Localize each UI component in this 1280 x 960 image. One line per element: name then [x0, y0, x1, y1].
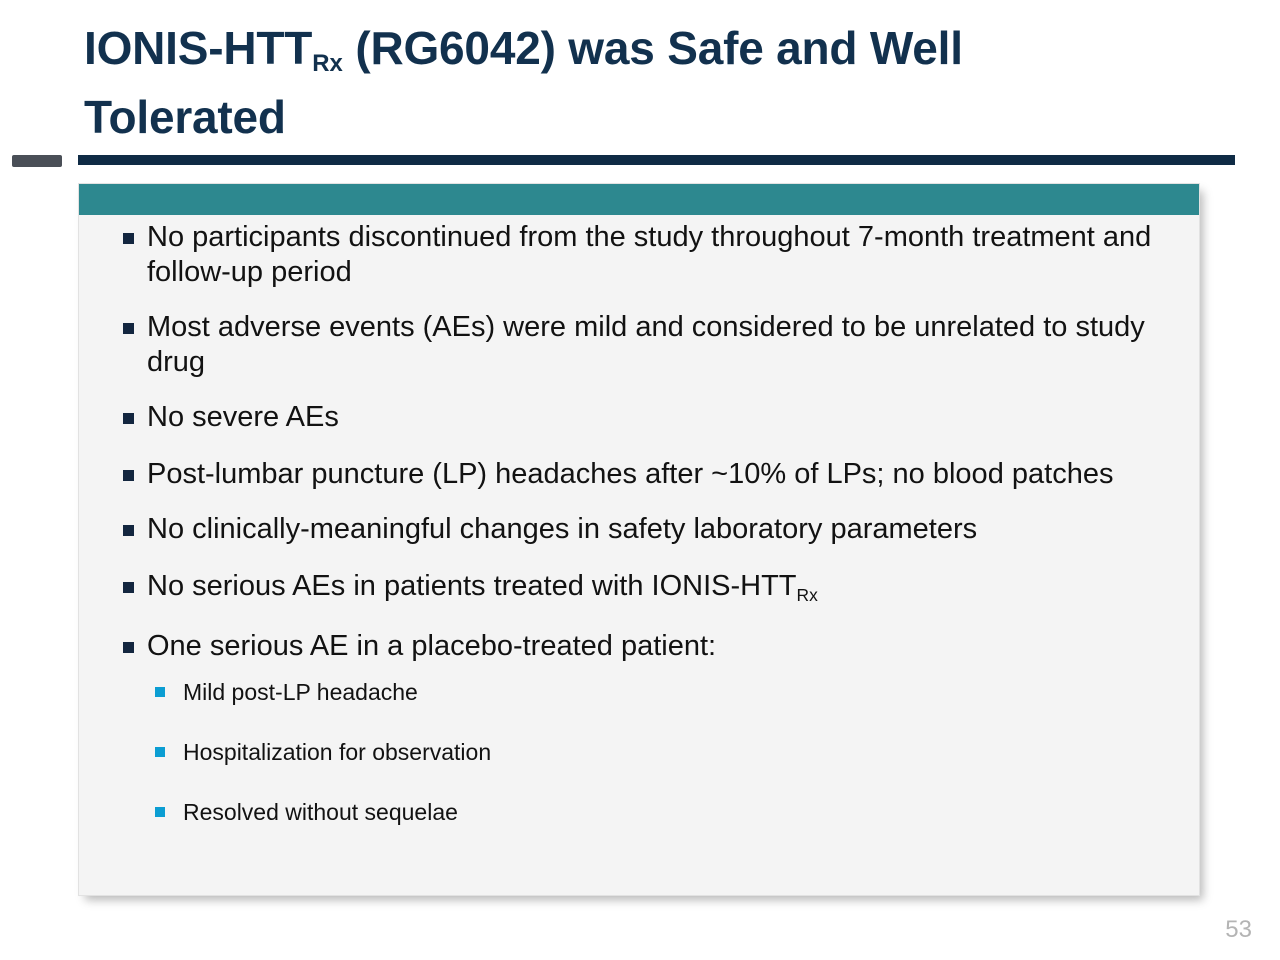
content-card: [78, 183, 1200, 896]
sub-list-item-text: Hospitalization for observation: [183, 739, 492, 765]
bullet-square-icon: [123, 642, 134, 653]
sub-list-item: [147, 678, 1179, 706]
sub-list-item: [147, 798, 1179, 826]
sub-list-item-text: Resolved without sequelae: [183, 799, 458, 825]
title-text-part1: IONIS-HTT: [84, 22, 313, 74]
list-item: [79, 629, 1199, 826]
bullet-list: [79, 220, 1199, 826]
list-item: [79, 512, 1199, 547]
bullet-square-icon: [123, 470, 134, 481]
list-item: [79, 569, 1199, 607]
title-subscript: Rx: [312, 50, 343, 78]
list-item: [79, 457, 1199, 492]
list-item-text: Most adverse events (AEs) were mild and considered to be unrelated to study drug: [147, 311, 1145, 378]
sub-bullet-list: [147, 678, 1179, 826]
bullet-square-icon: [123, 525, 134, 536]
bullet-square-icon: [123, 582, 134, 593]
list-item: [79, 310, 1199, 380]
page-number: 53: [1225, 916, 1252, 943]
bullet-area: [79, 220, 1199, 895]
list-item: [79, 220, 1199, 290]
sub-list-item-text: Mild post-LP headache: [183, 679, 418, 705]
sub-bullet-square-icon: [155, 687, 165, 697]
title-divider-rule: [78, 155, 1235, 165]
bullet-square-icon: [123, 413, 134, 424]
title-dash-decoration: [12, 155, 62, 167]
list-item-text: Post-lumbar puncture (LP) headaches after ~10% of LPs; no blood patches: [147, 458, 1114, 490]
sub-list-item: [147, 738, 1179, 766]
bullet-square-icon: [123, 323, 134, 334]
card-accent-bar: [79, 184, 1199, 215]
sub-bullet-square-icon: [155, 807, 165, 817]
title-text-part2: (RG6042) was Safe and Well Tolerated: [84, 22, 963, 143]
list-item-text: No severe AEs: [147, 401, 339, 433]
title-block: [84, 18, 1114, 147]
list-item-text: No participants discontinued from the study throughout 7-month treatment and follow-up period: [147, 221, 1152, 288]
list-item-text: One serious AE in a placebo-treated patient:: [147, 630, 717, 662]
bullet-square-icon: [123, 233, 134, 244]
list-item: [79, 400, 1199, 435]
list-item-subscript: Rx: [796, 584, 818, 605]
list-item-text: No clinically-meaningful changes in safety laboratory parameters: [147, 513, 978, 545]
page-title: [84, 18, 1114, 147]
list-item-text: No serious AEs in patients treated with IONIS-HTT: [147, 570, 797, 602]
sub-bullet-square-icon: [155, 747, 165, 757]
